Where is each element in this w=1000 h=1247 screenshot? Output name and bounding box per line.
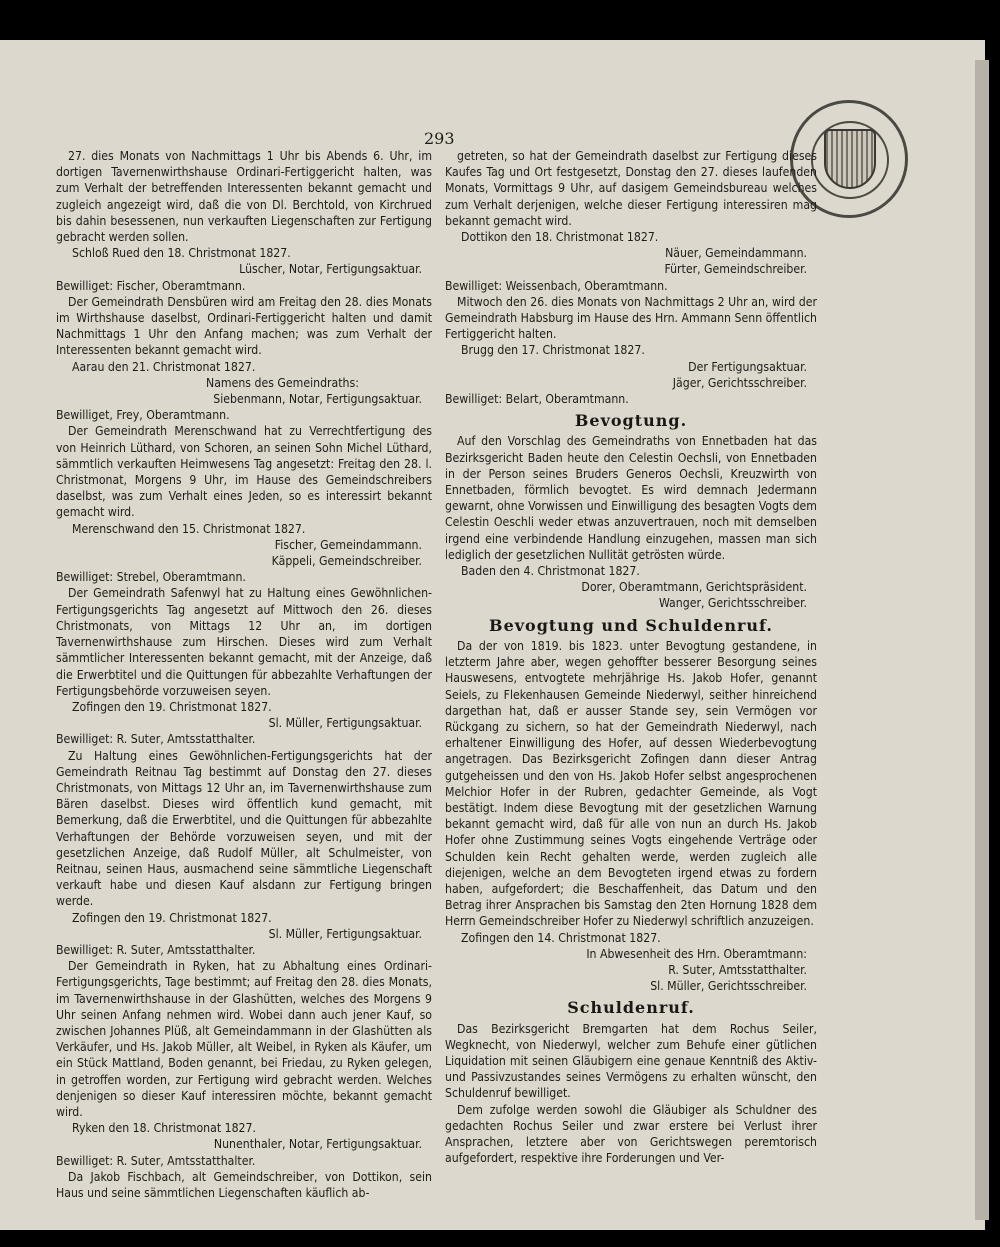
signature-line: Lüscher, Notar, Fertigungsaktuar. bbox=[239, 262, 422, 277]
signature-line: Der Fertigungsaktuar. bbox=[688, 359, 807, 374]
place-date-line: Baden den 4. Christmonat 1827. bbox=[461, 564, 640, 579]
signature-line: Fürter, Gemeindschreiber. bbox=[664, 262, 807, 277]
approval-line: Bewilliget: Fischer, Oberamtmann. bbox=[56, 278, 246, 293]
place-date-line: Zofingen den 19. Christmonat 1827. bbox=[72, 910, 272, 925]
approval-line: Bewilliget: Strebel, Oberamtmann. bbox=[56, 570, 246, 585]
place-date-line: Dottikon den 18. Christmonat 1827. bbox=[461, 230, 659, 245]
signature-line: Fischer, Gemeindammann. bbox=[274, 537, 422, 552]
notice-paragraph: Zu Haltung eines Gewöhnlichen-Fertigungsgerichts hat der Gemeindrath Reitnau Tag bestimmt auf Donstag den 27. dieses Christmonats, von Mittags 12 Uhr an, im Tavernenwirthshause zum Bären daselbst. Dieses wird öffentlich kund gemacht, mit Bemerkung, daß die Erwerbtitel, und die Quittungen für abbezahlte Verhaftungen der Behörde vorzuweisen seyen, und mit der gesetzlichen Anzeige, daß Rudolf Müller, alt Schulmeister, von Reitnau, seinen Haus, ausmachend seine sämmtliche Liegenschaft verkauft habe und diesen Kauf alsdann zur Fertigung bringen werde. bbox=[56, 748, 432, 909]
notice-paragraph: Der Gemeindrath Merenschwand hat zu Verrechtfertigung des von Heinrich Lüthard, von Schoren, an seinen Sohn Michel Lüthard, sämmtlich verkauften Heimwesens Tag angesetzt: Freitag den 28. l. Christmonat, Morgens 9 Uhr, im Hause des Gemeindschreibers daselbst, was zum Verhalt eines Jeden, so es interessirt bekannt gemacht wird. bbox=[56, 424, 432, 520]
approval-line: Bewilliget: R. Suter, Amtsstatthalter. bbox=[56, 732, 256, 747]
place-date-line: Aarau den 21. Christmonat 1827. bbox=[72, 359, 256, 374]
left-column bbox=[56, 148, 432, 1201]
signature-line: Siebenmann, Notar, Fertigungsaktuar. bbox=[213, 392, 422, 407]
signature-line: Wanger, Gerichtsschreiber. bbox=[659, 596, 807, 611]
signature-line: Käppeli, Gemeindschreiber. bbox=[271, 554, 422, 569]
notice-paragraph: Da der von 1819. bis 1823. unter Bevogtung gestandene, in letzterm Jahre aber, wegen gehoffter besserer Besorgung seines Hauswesens, entvogtete mehrjährige Hs. Jakob Hofer, genannt Seiels, zu Flekenhausen Gemeinde Niederwyl, seither hinreichend dargethan hat, daß er ausser Stande sey, sein Vermögen vor Rückgang zu sichern, so hat der Gemeindrath Niederwyl, nach erhaltener Einwilligung des Hofer, auf dessen Wiederbevogtung angetragen. Das Bezirksgericht Zofingen dann dieser Antrag gutgeheissen und den von Hs. Jakob Hofer selbst angesprochenen Melchior Hofer in der Rubren, gedachter Gemeinde, als Vogt bestätigt. Indem diese Bevogtung mit der gesetzlichen Warnung bekannt gemacht wird, daß für alle von nun an durch Hs. Jakob Hofer ohne Zustimmung seines Vogts eingehende Verträge oder Schulden kein Recht gehalten werde, werden zugleich alle diejenigen, welche an dem Bevogteten irgend etwas zu fordern haben, aufgefordert; die Beschaffenheit, das Datum und den Betrag ihrer Ansprachen bis Samstag den 2ten Hornung 1828 dem Herrn Gemeindschreiber Hofer zu Niederwyl schriftlich anzuzeigen. bbox=[445, 638, 817, 929]
place-date-line: Zofingen den 19. Christmonat 1827. bbox=[72, 699, 272, 714]
approval-line: Bewilliget, Frey, Oberamtmann. bbox=[56, 408, 230, 423]
signature-line: R. Suter, Amtsstatthalter. bbox=[668, 962, 807, 977]
approval-line: Bewilliget: R. Suter, Amtsstatthalter. bbox=[56, 942, 256, 957]
shield-icon bbox=[824, 129, 876, 189]
page-edge bbox=[975, 60, 989, 1220]
notice-paragraph: 27. dies Monats von Nachmittags 1 Uhr bis Abends 6. Uhr, im dortigen Tavernenwirthshause Ordinari-Fertiggericht halten, was zum Verhalt der betreffenden Interessenten bekannt gemacht und zugleich angezeigt wird, daß die von Dl. Berchtold, von Kirchrued bis dahin besessenen, nun verkauften Liegenschaften zur Fertigung gebracht werden sollen. bbox=[56, 149, 432, 245]
notice-paragraph: Das Bezirksgericht Bremgarten hat dem Rochus Seiler, Wegknecht, von Niederwyl, welcher zum Behufe einer gütlichen Liquidation mit seinen Gläubigern eine genaue Kenntniß des Aktiv- und Passivzustandes seines Vermögens zu erhalten wünscht, den Schuldenruf bewilliget. bbox=[445, 1021, 817, 1101]
signature-line: Dorer, Oberamtmann, Gerichtspräsident. bbox=[581, 580, 807, 595]
notice-paragraph: Der Gemeindrath Safenwyl hat zu Haltung eines Gewöhnlichen-Fertigungsgerichts Tag angesetzt auf Mittwoch den 26. dieses Christmonats, von Mittags 12 Uhr an, im dortigen Tavernenwirthshause zum Hirschen. Dieses wird zum Verhalt sämmtlicher Interessenten bekannt gemacht, mit der Anzeige, daß die Erwerbtitel und die Quittungen für abbezahlte Verhaftungen der Fertigungsbehörde vorzuweisen seyen. bbox=[56, 586, 432, 698]
place-date-line: Schloß Rued den 18. Christmonat 1827. bbox=[72, 246, 291, 261]
signature-caption: Namens des Gemeindraths: bbox=[206, 375, 359, 390]
place-date-line: Brugg den 17. Christmonat 1827. bbox=[461, 343, 645, 358]
place-date-line: Zofingen den 14. Christmonat 1827. bbox=[461, 930, 661, 945]
signature-line: Näuer, Gemeindammann. bbox=[665, 246, 807, 261]
section-heading: Bevogtung und Schuldenruf. bbox=[489, 615, 773, 635]
signature-line: Sl. Müller, Fertigungsaktuar. bbox=[268, 716, 422, 731]
right-column bbox=[445, 148, 817, 1166]
page-number: 293 bbox=[424, 129, 455, 148]
place-date-line: Ryken den 18. Christmonat 1827. bbox=[72, 1121, 256, 1136]
notice-paragraph: Dem zufolge werden sowohl die Gläubiger als Schuldner des gedachten Rochus Seiler und zwar erstere bei Verlust ihrer Ansprachen, letztere aber von Gerichtswegen peremtorisch aufgefordert, respektive ihre Forderungen und Ver- bbox=[445, 1102, 817, 1166]
notice-paragraph: Auf den Vorschlag des Gemeindraths von Ennetbaden hat das Bezirksgericht Baden heute den Celestin Oechsli, von Ennetbaden in der Person seines Bruders Generos Oechsli, Kreuzwirth von Ennetbaden, förmlich bevogtet. Es wird demnach Jedermann gewarnt, ohne Vorwissen und Einwilligung des besagten Vogts dem Celestin Oeschli weder etwas anzuvertrauen, noch mit demselben irgend eine verbindende Handlung einzugehen, massen man sich lediglich der gesetzlichen Nullität getrösten würde. bbox=[445, 434, 817, 562]
notice-paragraph: Da Jakob Fischbach, alt Gemeindschreiber, von Dottikon, sein Haus und seine sämmtlichen Liegenschaften käuflich ab- bbox=[56, 1169, 432, 1200]
notice-paragraph: Mitwoch den 26. dies Monats von Nachmittags 2 Uhr an, wird der Gemeindrath Habsburg im Hause des Hrn. Ammann Senn öffentlich Fertiggericht halten. bbox=[445, 294, 817, 342]
notice-paragraph: Der Gemeindrath in Ryken, hat zu Abhaltung eines Ordinari-Fertigungsgerichts, Tage bestimmt; auf Freitag den 28. dies Monats, im Tavernenwirthshause in der Glashütten, welches des Morgens 9 Uhr seinen Anfang nehmen wird. Wobei dann auch jener Kauf, so zwischen Johannes Plüß, alt Gemeindammann in der Glashütten als Verkäufer, und Hs. Jakob Müller, alt Weibel, in Ryken als Käufer, um ein Stück Mattland, Boden genannt, bei Friedau, zu Ryken gelegen, in getroffen worden, zur Fertigung wird gebracht werden. Welches denjenigen so dieser Kauf interessiren möchte, bekannt gemacht wird. bbox=[56, 959, 432, 1119]
approval-line: Bewilliget: Belart, Oberamtmann. bbox=[445, 392, 629, 407]
signature-line: Nunenthaler, Notar, Fertigungsaktuar. bbox=[213, 1137, 422, 1152]
signature-line: Sl. Müller, Gerichtsschreiber. bbox=[650, 979, 807, 994]
approval-line: Bewilliget: Weissenbach, Oberamtmann. bbox=[445, 278, 668, 293]
place-date-line: Merenschwand den 15. Christmonat 1827. bbox=[72, 521, 306, 536]
approval-line: Bewilliget: R. Suter, Amtsstatthalter. bbox=[56, 1153, 256, 1168]
section-heading: Bevogtung. bbox=[574, 411, 688, 431]
signature-line: In Abwesenheit des Hrn. Oberamtmann: bbox=[586, 946, 807, 961]
signature-line: Sl. Müller, Fertigungsaktuar. bbox=[268, 926, 422, 941]
signature-line: Jäger, Gerichtsschreiber. bbox=[672, 375, 807, 390]
notice-paragraph: Der Gemeindrath Densbüren wird am Freitag den 28. dies Monats im Wirthshause daselbst, Ordinari-Fertiggericht halten und damit Nachmittags 1 Uhr den Anfang machen; was zum Verhalt der Interessenten bekannt gemacht wird. bbox=[56, 294, 432, 358]
section-heading: Schuldenruf. bbox=[567, 998, 695, 1018]
notice-paragraph: getreten, so hat der Gemeindrath daselbst zur Fertigung dieses Kaufes Tag und Ort festgesetzt, Donstag den 27. dieses laufenden Monats, Vormittags 9 Uhr, auf dasigem Gemeindsbureau welches zum Verhalt derjenigen, welche dieser Fertigung interessiren mag bekannt gemacht wird. bbox=[445, 149, 817, 228]
